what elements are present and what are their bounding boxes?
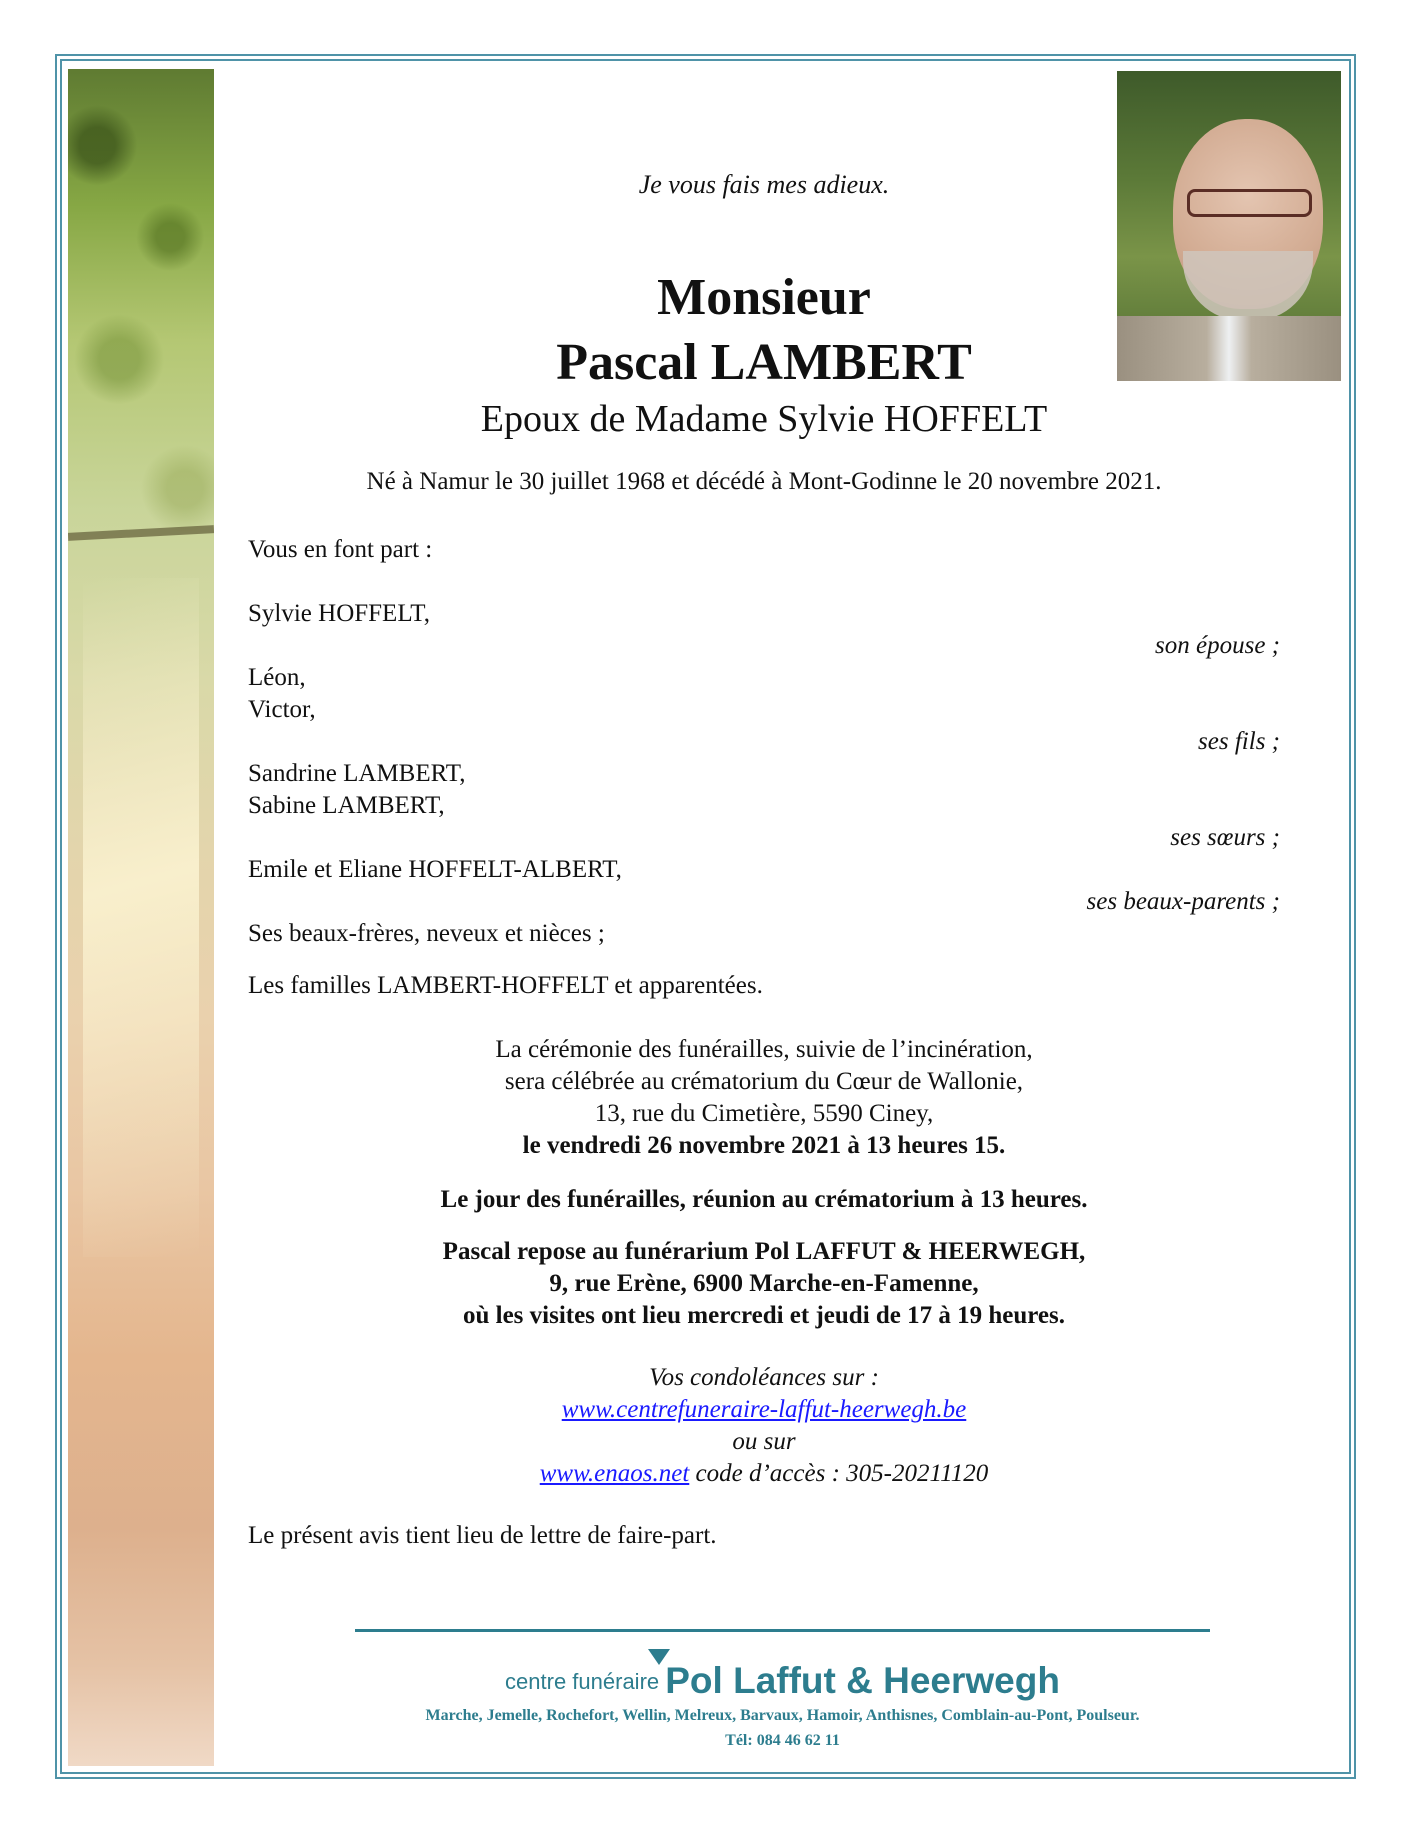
family-in-laws-role: ses beaux-parents ; <box>1086 888 1280 915</box>
footer-towns: Marche, Jemelle, Rochefort, Wellin, Melreux, Barvaux, Hamoir, Anthisnes, Comblain-au-Pont, Poulseur. <box>425 1707 1140 1724</box>
deceased-name: Pascal LAMBERT <box>556 334 972 391</box>
ceremony-line-3: 13, rue du Cimetière, 5590 Ciney, <box>594 1100 934 1127</box>
condolences-intro: Vos condoléances sur : <box>649 1364 879 1391</box>
condolences-link-1[interactable]: www.centrefuneraire-laffut-heerwegh.be <box>561 1396 967 1423</box>
footer-divider <box>355 1629 1210 1632</box>
spouse-line: Epoux de Madame Sylvie HOFFELT <box>480 398 1048 440</box>
family-in-laws: Emile et Eliane HOFFELT-ALBERT, <box>248 856 622 883</box>
condolences-link-2[interactable]: www.enaos.net <box>539 1460 690 1487</box>
forest-path-image <box>68 69 214 1766</box>
access-code: code d’accès : 305-20211120 <box>689 1460 989 1487</box>
family-sister-2: Sabine LAMBERT, <box>248 792 445 819</box>
sun-rays <box>83 578 200 1257</box>
family-wife: Sylvie HOFFELT, <box>248 600 430 627</box>
family-sons-role: ses fils ; <box>1198 728 1280 755</box>
rest-line-2: 9, rue Erène, 6900 Marche-en-Famenne, <box>549 1270 979 1297</box>
family-others: Ses beaux-frères, neveux et nièces ; <box>248 920 605 947</box>
motto: Je vous fais mes adieux. <box>638 170 890 199</box>
rest-line-3: où les visites ont lieu mercredi et jeudi de 17 à 19 heures. <box>462 1302 1066 1329</box>
footer-tel: Tél: 084 46 62 11 <box>725 1732 840 1749</box>
name-title: Monsieur <box>657 269 871 326</box>
footer-brand <box>355 1660 1210 1702</box>
rest-line-1: Pascal repose au funérarium Pol LAFFUT & HEERWEGH, <box>442 1238 1086 1265</box>
family-sister-1: Sandrine LAMBERT, <box>248 760 466 787</box>
family-son-1: Léon, <box>248 664 306 691</box>
ceremony-line-1: La cérémonie des funérailles, suivie de l’incinération, <box>495 1036 1033 1063</box>
family-son-2: Victor, <box>248 696 316 723</box>
condolences-or: ou sur <box>732 1428 796 1455</box>
family-families: Les familles LAMBERT-HOFFELT et apparentées. <box>248 972 763 999</box>
notice-text: Le présent avis tient lieu de lettre de faire-part. <box>248 1522 717 1549</box>
brand-big: Pol Laffut & Heerwegh <box>665 1660 1060 1701</box>
birth-death-line: Né à Namur le 30 juillet 1968 et décédé à Mont-Godinne le 20 novembre 2021. <box>366 468 1162 495</box>
ceremony-date: le vendredi 26 novembre 2021 à 13 heures 15. <box>522 1132 1006 1159</box>
ceremony-line-2: sera célébrée au crématorium du Cœur de Wallonie, <box>504 1068 1024 1095</box>
family-sisters-role: ses sœurs ; <box>1170 824 1280 851</box>
meeting-line: Le jour des funérailles, réunion au crématorium à 13 heures. <box>440 1186 1088 1213</box>
family-wife-role: son épouse ; <box>1155 632 1280 659</box>
brand-small: centre funéraire <box>505 1669 666 1694</box>
intro-text: Vous en font part : <box>248 536 433 563</box>
